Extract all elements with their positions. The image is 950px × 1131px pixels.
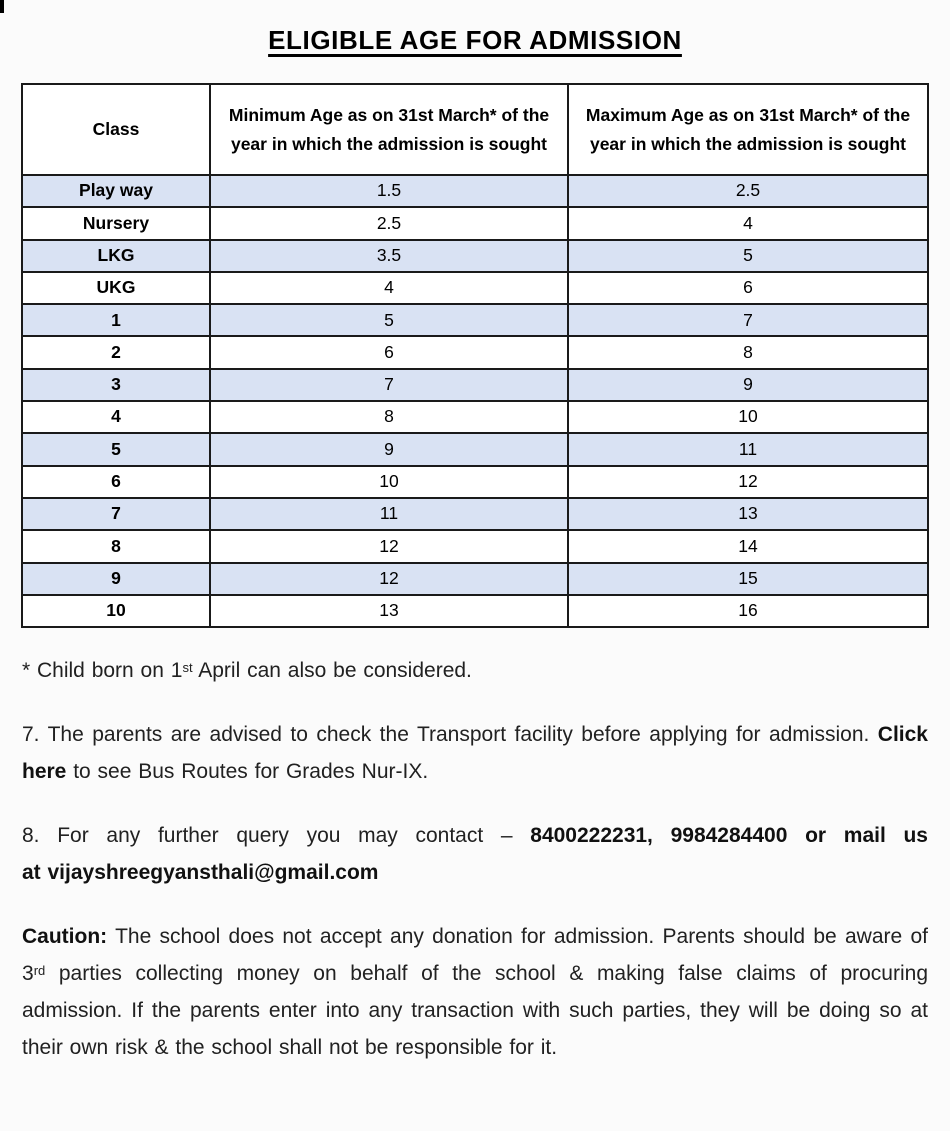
header-min-age: Minimum Age as on 31st March* of the year in which the admission is sought: [210, 84, 568, 175]
table-row: [22, 466, 928, 498]
table-row: [22, 563, 928, 595]
cell-max-age: 5: [568, 240, 928, 272]
cell-min-age: 10: [210, 466, 568, 498]
table-header-row: [22, 84, 928, 175]
screen-artifact: [0, 0, 4, 13]
text-segment: April can also be considered.: [192, 659, 472, 683]
cell-class: UKG: [22, 272, 210, 304]
cell-class: 4: [22, 401, 210, 433]
superscript-text: rd: [33, 962, 46, 978]
note-7-transport: [22, 716, 928, 790]
cell-min-age: 12: [210, 563, 568, 595]
cell-min-age: 8: [210, 401, 568, 433]
table-row: [22, 272, 928, 304]
cell-max-age: 15: [568, 563, 928, 595]
cell-min-age: 1.5: [210, 175, 568, 207]
cell-max-age: 8: [568, 336, 928, 368]
table-row: [22, 369, 928, 401]
table-row: [22, 595, 928, 627]
cell-class: 5: [22, 433, 210, 465]
cell-max-age: 4: [568, 207, 928, 239]
cell-max-age: 11: [568, 433, 928, 465]
cell-max-age: 7: [568, 304, 928, 336]
footnote-asterisk: [22, 652, 928, 689]
cell-class: 9: [22, 563, 210, 595]
cell-class: 2: [22, 336, 210, 368]
cell-min-age: 7: [210, 369, 568, 401]
text-segment: 8. For any further query you may contact –: [22, 824, 531, 848]
table-row: [22, 336, 928, 368]
text-segment: parties collecting money on behalf of the school & making false claims of procuring admission. If the parents enter into any transaction with such parties, they will be doing so at their own risk & the school shall not be responsible for it.: [22, 962, 928, 1060]
cell-max-age: 6: [568, 272, 928, 304]
table-row: [22, 240, 928, 272]
table-row: [22, 207, 928, 239]
table-row: [22, 498, 928, 530]
page-title: ELIGIBLE AGE FOR ADMISSION: [268, 25, 682, 55]
cell-min-age: 13: [210, 595, 568, 627]
cell-min-age: 4: [210, 272, 568, 304]
caution-label: Caution:: [22, 925, 108, 949]
text-segment: 7. The parents are advised to check the Transport facility before applying for admission.: [22, 723, 878, 747]
caution-note: [22, 918, 928, 1066]
text-segment: * Child born on 1: [22, 659, 183, 683]
notes-section: [22, 652, 928, 1066]
table-row: [22, 401, 928, 433]
superscript-text: st: [182, 659, 193, 675]
cell-max-age: 16: [568, 595, 928, 627]
cell-class: Nursery: [22, 207, 210, 239]
cell-min-age: 2.5: [210, 207, 568, 239]
cell-class: 6: [22, 466, 210, 498]
click-here-link[interactable]: Click here: [22, 723, 928, 784]
cell-class: 8: [22, 530, 210, 562]
table-row: [22, 304, 928, 336]
cell-min-age: 3.5: [210, 240, 568, 272]
cell-min-age: 11: [210, 498, 568, 530]
contact-phone-numbers: 8400222231, 9984284400 or mail us: [530, 824, 928, 848]
cell-max-age: 2.5: [568, 175, 928, 207]
cell-class: 7: [22, 498, 210, 530]
cell-class: Play way: [22, 175, 210, 207]
cell-min-age: 5: [210, 304, 568, 336]
cell-min-age: 12: [210, 530, 568, 562]
cell-class: 3: [22, 369, 210, 401]
cell-max-age: 13: [568, 498, 928, 530]
cell-class: 10: [22, 595, 210, 627]
cell-min-age: 9: [210, 433, 568, 465]
text-segment: The school does not accept any donation for admission. Parents should be aware of 3: [22, 925, 928, 986]
header-max-age: Maximum Age as on 31st March* of the year in which the admission is sought: [568, 84, 928, 175]
cell-class: LKG: [22, 240, 210, 272]
note-8-contact: [22, 817, 928, 891]
cell-max-age: 10: [568, 401, 928, 433]
table-row: [22, 175, 928, 207]
header-class: Class: [22, 84, 210, 175]
table-row: [22, 433, 928, 465]
eligible-age-table: [21, 83, 929, 628]
cell-class: 1: [22, 304, 210, 336]
cell-max-age: 12: [568, 466, 928, 498]
text-segment: to see Bus Routes for Grades Nur-IX.: [66, 760, 429, 784]
table-row: [22, 530, 928, 562]
cell-max-age: 14: [568, 530, 928, 562]
cell-max-age: 9: [568, 369, 928, 401]
cell-min-age: 6: [210, 336, 568, 368]
contact-email: at vijayshreegyansthali@gmail.com: [22, 861, 379, 885]
